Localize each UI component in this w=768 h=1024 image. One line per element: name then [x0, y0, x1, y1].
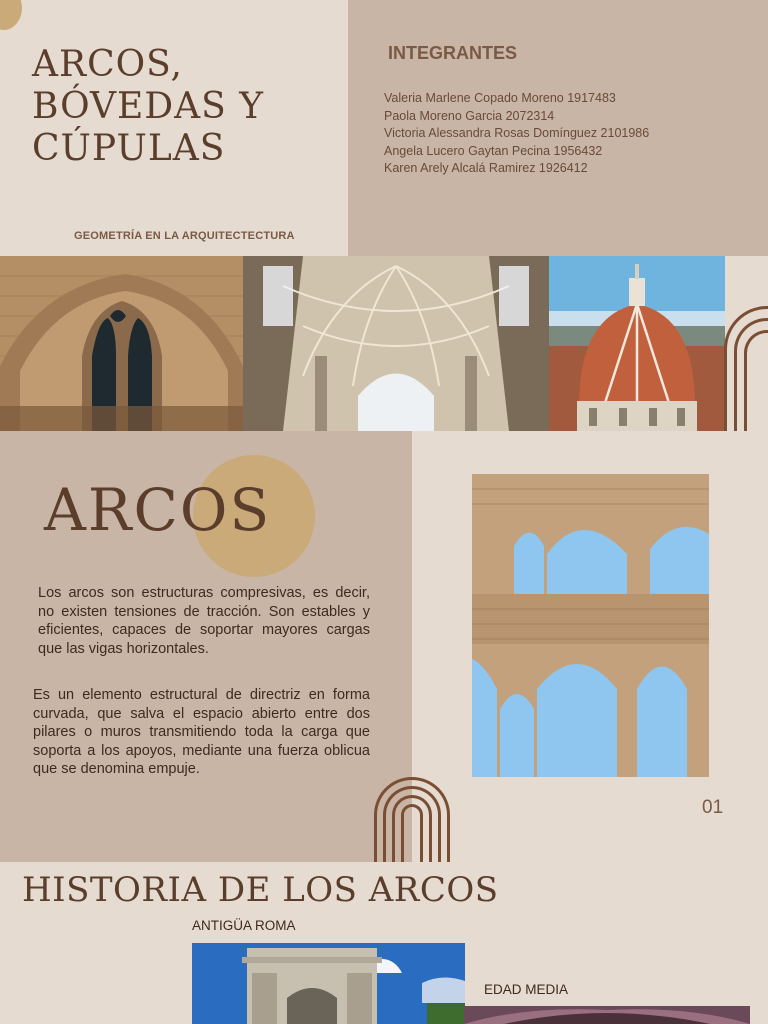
label-middle-ages: EDAD MEDIA	[484, 982, 569, 997]
section-heading-arcos: ARCOS	[44, 476, 272, 544]
photo-dome	[549, 256, 725, 431]
arch-outline-icon	[374, 777, 450, 862]
member-item: Valeria Marlene Copado Moreno 1917483	[384, 91, 616, 105]
photo-aqueduct	[472, 474, 709, 777]
member-item: Angela Lucero Gaytan Pecina 1956432	[384, 143, 603, 158]
photo-roman-arch	[192, 943, 465, 1024]
photo-medieval-arch	[464, 1006, 750, 1024]
member-item: Karen Arely Alcalá Ramirez 1926412	[384, 161, 588, 175]
members-list	[384, 90, 649, 178]
photo-gothic-arch	[0, 256, 243, 431]
photo-strip	[0, 256, 768, 431]
arcos-paragraph-2: Es un elemento estructural de directriz en forma curvada, que salva el espacio abierto entre dos pilares o muros transmitiendo toda la carga que soporta a los apoyos, mediante una fuerza oblicua que se denomina empuje.	[33, 687, 370, 777]
arcos-paragraph-1: Los arcos son estructuras compresivas, es decir, no existen tensiones de tracción. Son estables y eficientes, capaces de soportar mayores cargas que las vigas horizontales.	[38, 585, 370, 657]
page-subtitle: GEOMETRÍA EN LA ARQUITECTECTURA	[74, 230, 295, 242]
page-title: ARCOS, BÓVEDAS Y CÚPULAS	[32, 44, 265, 169]
page-number: 01	[702, 797, 724, 818]
label-ancient-rome: ANTIGÜA ROMA	[192, 918, 296, 933]
section-heading-history: HISTORIA DE LOS ARCOS	[22, 870, 499, 910]
arch-decoration-icon	[724, 306, 768, 431]
members-heading: INTEGRANTES	[388, 43, 518, 63]
member-item: Paola Moreno Garcia 2072314	[384, 108, 555, 123]
member-item: Victoria Alessandra Rosas Domínguez 2101986	[384, 126, 650, 140]
photo-vaulted-ceiling	[243, 256, 549, 431]
